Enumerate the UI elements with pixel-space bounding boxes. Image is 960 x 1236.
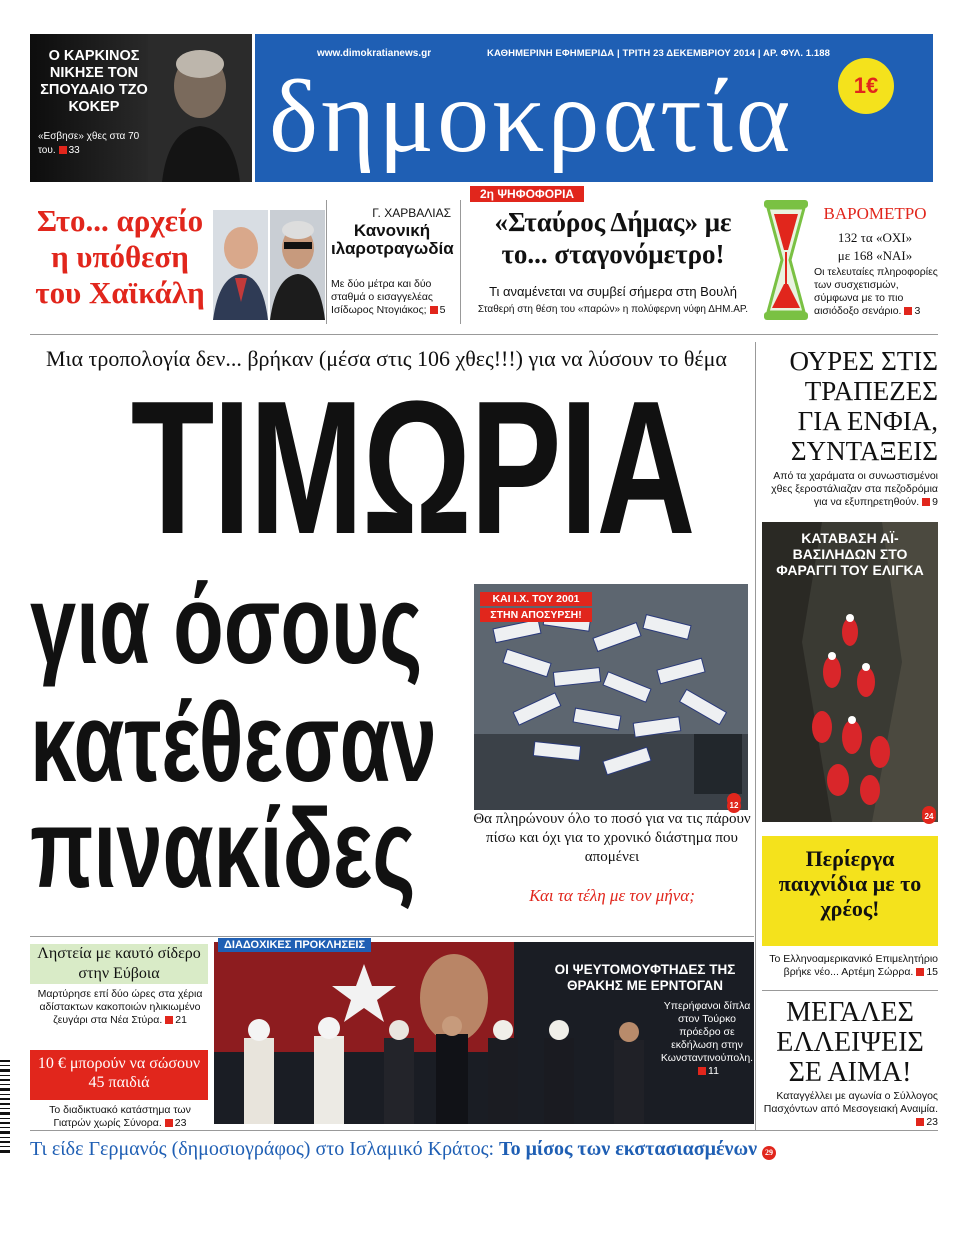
kids-page: 23 [174,1117,187,1129]
curio-headline: Περίεργα παιχνίδια με το χρέος! [778,846,922,921]
barcode-icon [0,1060,10,1170]
promo-headline: Ο ΚΑΡΚΙΝΟΣ ΝΙΚΗΣΕ ΤΟΝ ΣΠΟΥΔΑΙΟ ΤΖΟ ΚΟΚΕΡ [40,48,148,115]
price-badge: 1€ [838,58,894,114]
charvalias-name: Γ. ΧΑΡΒΑΛΙΑΣ [372,206,451,220]
footer-bold: Το μίσος των εκστασιασμένων [499,1138,758,1160]
kids-headline[interactable]: 10 € μπορούν να σώσουν 45 παιδιά [37,1055,201,1091]
charvalias-text [331,278,456,317]
imams-body: Υπερήφανοι δίπλα στον Τούρκο πρόεδρο σε εκδήλωση στην Κωνσταντινούπολη. [660,1000,754,1064]
plates-tag-line1: ΚΑΙ Ι.Χ. ΤΟΥ 2001 [480,592,592,606]
haikal-headline[interactable]: Στο... αρχείο η υπόθεση του Χαϊκάλη [35,203,205,310]
vote-subheadline: Τι αναμένεται να συμβεί σήμερα στη Βουλή [489,284,737,299]
vote-headline[interactable]: «Σταύρος Δήμας» με το... σταγονόμετρο! [494,207,732,269]
barometer-text [814,266,938,318]
main-headline-line2: για όσους [30,562,423,687]
imams-headline: ΟΙ ΨΕΥΤΟΜΟΥΦΤΗΔΕΣ ΤΗΣ ΘΡΑΚΗΣ ΜΕ ΕΡΝΤΟΓΑΝ [554,962,736,993]
promo-page: 33 [68,145,80,156]
main-headline-line3: κατέθεσαν [30,680,437,805]
robbery-headline[interactable]: Ληστεία με καυτό σίδερο στην Εύβοια [37,945,201,982]
kids-body: Το διαδικτυακό κατάστημα των Γιατρών χωρίς Σύνορα. [49,1104,191,1129]
hourglass-icon [760,198,812,322]
barometer-page: 3 [914,305,921,317]
vote-tag: 2η ΨΗΦΟΦΟΡΙΑ [470,186,584,202]
masthead [255,34,933,182]
charvalias-headline[interactable]: Κανονική ιλαροτραγωδία [331,221,454,258]
promo-sub-text: «Εσβησε» χθες στα 70 του. [38,131,140,156]
queues-page: 9 [932,496,938,508]
robbery-page: 21 [175,1014,187,1026]
charvalias-page: 5 [439,304,446,316]
newspaper-title: δημοκρατία [269,59,794,174]
queues-text [762,470,938,509]
imams-text [660,1000,754,1078]
portrait-photo [148,34,252,182]
main-subheadline: Θα πληρώνουν όλο το ποσό για να τις πάρουν πίσω και όχι για το χρονικό διάστημα που απομένει [473,811,751,865]
robbery-text [30,988,210,1027]
barometer-yes: με 168 «ΝΑΙ» [837,248,913,263]
curio-body: Το Ελληνοαμερικανικό Επιμελητήριο βρήκε νέο... Αρτέμη Σώρρα. [769,953,938,978]
charvalias-body: Με δύο μέτρα και δύο σταθμά ο εισαγγελέας Ισίδωρος Ντογιάκος; [331,278,433,316]
main-headline[interactable]: ΤΙΜΩΡΙΑ [130,362,694,574]
promo-box[interactable] [30,34,252,182]
prosecutor-photo [270,210,325,320]
canyon-headline: ΚΑΤΑΒΑΣΗ ΑΪ-ΒΑΣΙΛΗΔΩΝ ΣΤΟ ΦΑΡΑΓΓΙ ΤΟΥ ΕΛΙΓΚΑ [776,530,924,578]
plates-tag-line2: ΣΤΗΝ ΑΠΟΣΥΡΣΗ! [480,608,592,622]
footer-page: 29 [762,1146,776,1160]
curio-text [766,953,938,979]
blood-headline[interactable]: ΜΕΓΑΛΕΣ ΕΛΛΕΙΨΕΙΣ ΣΕ ΑΙΜΑ! [776,997,924,1088]
blood-page: 23 [926,1116,938,1128]
queues-headline[interactable]: ΟΥΡΕΣ ΣΤΙΣ ΤΡΑΠΕΖΕΣ ΓΙΑ ΕΝΦΙΑ, ΣΥΝΤΑΞΕΙΣ [789,346,938,466]
blood-text [762,1090,938,1129]
robbery-body: Μαρτύρησε επί δύο ώρες στα χέρια αδίστακτων κακοποιών ηλικιωμένο ζευγάρι στα Νέα Στύρα. [37,988,203,1026]
footer-teaser[interactable] [30,1138,940,1161]
promo-subtext [38,130,150,158]
vote-note: Σταθερή στη θέση του «παρών» η πολύφερνη νύφη ΔΗΜ.ΑΡ. [477,304,749,315]
site-url[interactable]: www.dimokratianews.gr [317,48,432,59]
queues-body: Από τα χαράματα οι συνωστισμένοι χθες ξεροστάλιαζαν στα πεζοδρόμια για να εξυπηρετηθούν. [771,470,938,508]
imams-page: 11 [708,1065,719,1077]
footer-text: Τι είδε Γερμανός (δημοσιογράφος) στο Ισλαμικό Κράτος: [30,1138,495,1160]
plates-photo-page: 12 [727,799,741,813]
main-question: Και τα τέλη με τον μήνα; [529,886,695,905]
imams-tag: ΔΙΑΔΟΧΙΚΕΣ ΠΡΟΚΛΗΣΕΙΣ [218,938,371,952]
main-kicker: Μια τροπολογία δεν... βρήκαν (μέσα στις 106 χθες!!!) για να λύσουν το θέμα [46,346,727,371]
issue-meta: ΚΑΘΗΜΕΡΙΝΗ ΕΦΗΜΕΡΙΔΑ | ΤΡΙΤΗ 23 ΔΕΚΕΜΒΡΙΟΥ 2014 | ΑΡ. ΦΥΛ. 1.188 [487,48,831,59]
canyon-page: 24 [922,810,936,824]
plates-photo-tag [480,592,592,624]
kids-text [30,1104,210,1130]
blood-body: Καταγγέλλει με αγωνία ο Σύλλογος Πασχόντων από Μεσογειακή Αναιμία. [763,1090,938,1115]
haikal-photo [213,210,268,320]
main-headline-line4: πινακίδες [30,786,416,911]
barometer-title: ΒΑΡΟΜΕΤΡΟ [823,204,927,223]
barometer-no: 132 τα «ΟΧΙ» [837,230,913,245]
curio-page: 15 [926,966,938,978]
barometer-body: Οι τελευταίες πληροφορίες των συσχετισμών, σύμφωνα με το πιο αισιόδοξο σενάριο. [814,266,938,317]
